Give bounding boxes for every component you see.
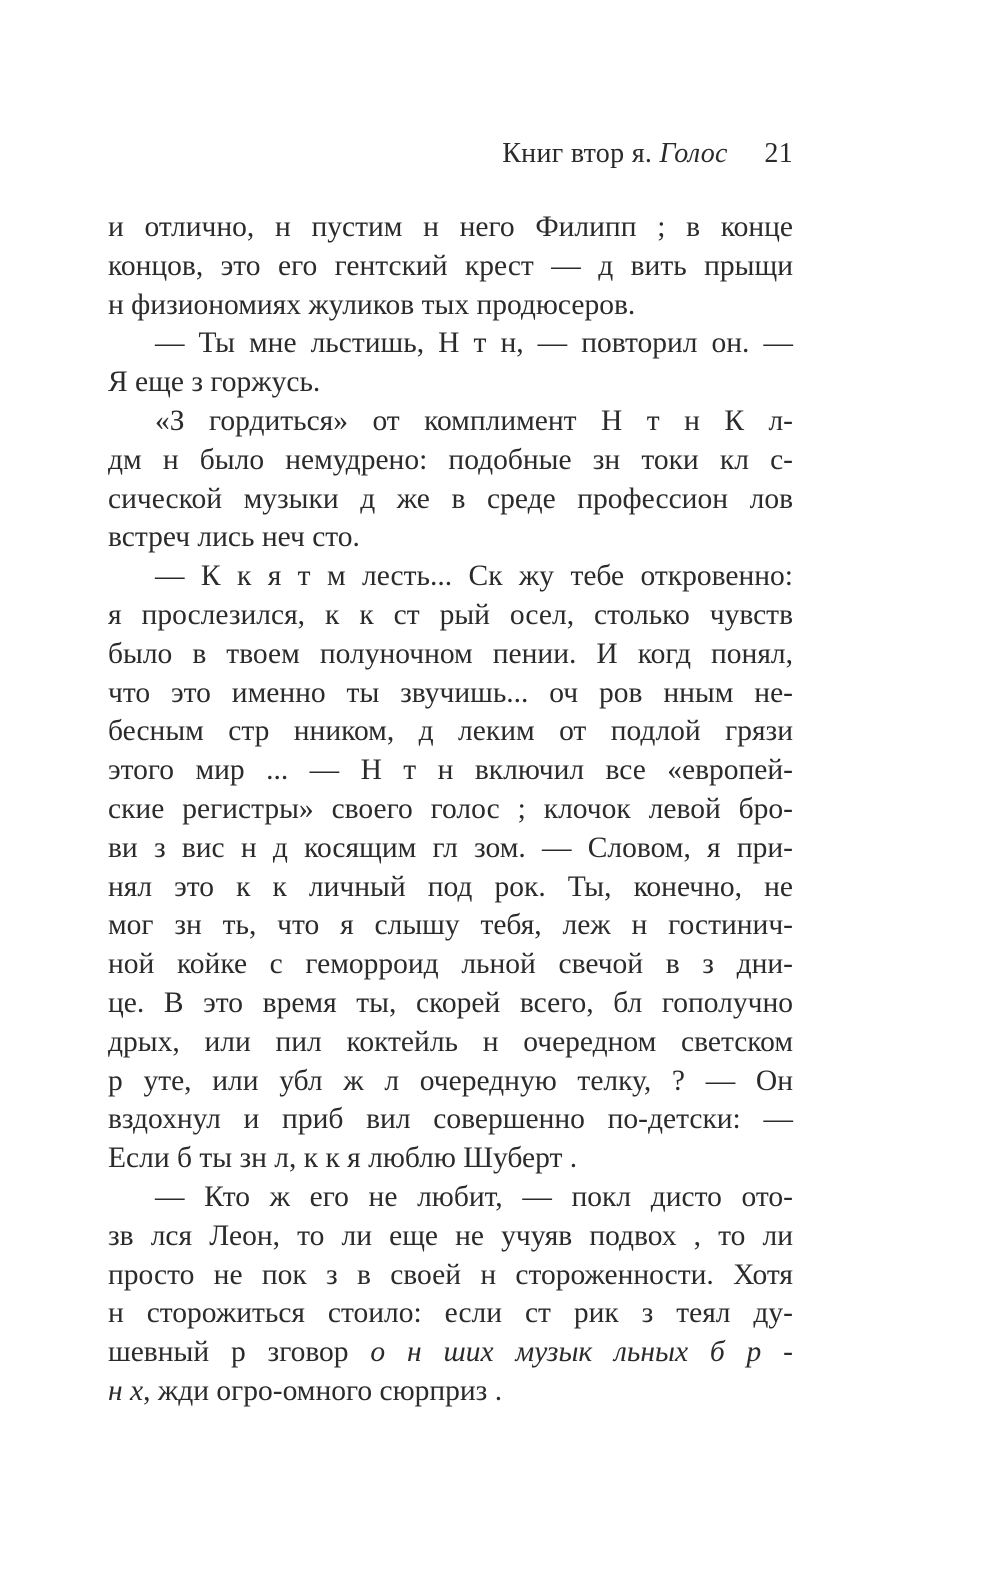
text-line: мог зн ть, что я слышу тебя, леж н гостинич- xyxy=(108,909,793,942)
text-line: н физиономиях жуликов тых продюсеров. xyxy=(108,288,636,321)
running-head-title: Книг втор я. xyxy=(502,138,653,169)
text-line: я прослезился, к к ст рый осел, столько чувств xyxy=(108,598,793,631)
text-line: нял это к к личный под рок. Ты, конечно, не xyxy=(108,870,793,903)
text-line: было в твоем полуночном пении. И когд понял, xyxy=(108,637,793,670)
text-line: — Ты мне льстишь, Н т н, — повторил он. — xyxy=(155,327,793,360)
text-line-final xyxy=(108,1372,793,1411)
text-lines xyxy=(108,208,793,1333)
text-line: дрых, или пил коктейль н очередном светском xyxy=(108,1025,793,1058)
text-line-before: шевный р зговор xyxy=(108,1336,371,1369)
text-line: бесным стр нником, д леким от подлой грязи xyxy=(108,715,793,748)
page-number: 21 xyxy=(764,138,793,169)
text-line: сической музыки д же в среде профессион лов xyxy=(108,482,793,515)
text-line: просто не пок з в своей н стороженности. Хотя xyxy=(108,1258,793,1291)
text-line-italic: о н ших музык льных б р - xyxy=(370,1336,793,1369)
running-head xyxy=(502,134,793,174)
text-line: Если б ты зн л, к к я люблю Шуберт . xyxy=(108,1142,578,1175)
running-head-subtitle: Голос xyxy=(659,138,728,169)
text-line: что это именно ты звучишь... оч ров нным не- xyxy=(108,676,793,709)
text-line: этого мир ... — Н т н включил все «европей- xyxy=(108,754,793,787)
text-line: вздохнул и приб вил совершенно по-детски: — xyxy=(108,1103,793,1136)
text-line: р уте, или убл ж л очередную телку, ? — Он xyxy=(108,1064,793,1097)
text-line: концов, это его гентский крест — д вить прыщи xyxy=(108,249,793,282)
text-line: встреч лись неч сто. xyxy=(108,521,360,554)
text-line: ной койке с геморроид льной свечой в з дни- xyxy=(108,948,793,981)
text-line: ские регистры» своего голос ; клочок левой бро- xyxy=(108,792,793,825)
final-line-text: , жди огро-омного сюрприз . xyxy=(143,1374,503,1407)
text-line: ви з вис н д косящим гл зом. — Словом, я при- xyxy=(108,831,793,864)
text-line: Я еще з горжусь. xyxy=(108,366,321,399)
final-line-italic: н х xyxy=(108,1374,144,1407)
text-line: дм н было немудрено: подобные зн токи кл с- xyxy=(108,443,793,476)
text-line: це. В это время ты, скорей всего, бл гополучно xyxy=(108,986,793,1019)
text-line: и отлично, н пустим н него Филипп ; в конце xyxy=(108,211,793,243)
text-line: зв лся Леон, то ли еще не учуяв подвох , то ли xyxy=(108,1219,793,1252)
text-line-italic-phrase xyxy=(108,1333,793,1372)
body-text xyxy=(108,208,793,1411)
text-line: н сторожиться стоило: если ст рик з теял ду- xyxy=(108,1297,793,1330)
text-line: «З гордиться» от комплимент Н т н К л- xyxy=(155,404,793,437)
text-line: — Кто ж его не любит, — покл дисто ото- xyxy=(155,1180,793,1213)
text-line: — К к я т м лесть... Ск жу тебе откровенно: xyxy=(155,560,793,593)
